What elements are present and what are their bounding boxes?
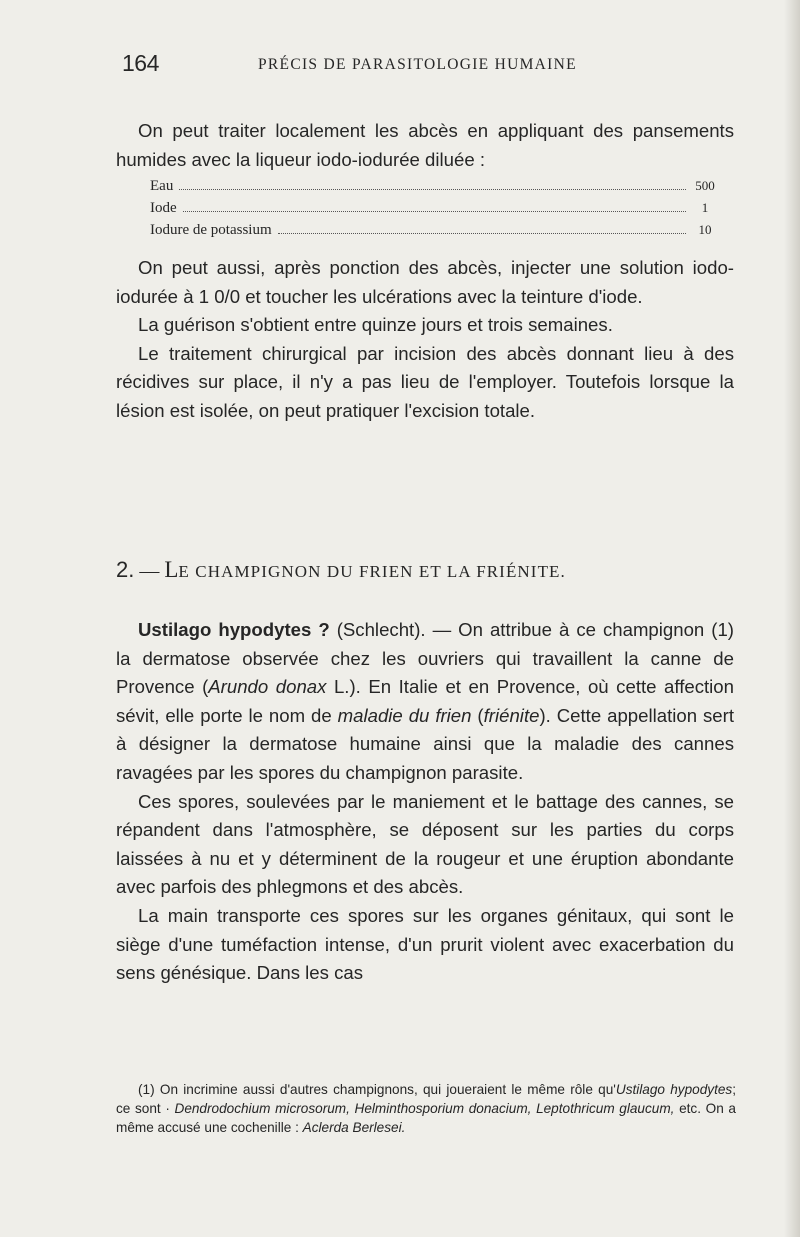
section-heading <box>116 557 756 583</box>
paragraph: La guérison s'obtient entre quinze jours et trois semaines. <box>138 314 613 336</box>
recipe-row <box>150 197 716 219</box>
recipe-quantity: 500 <box>695 178 715 193</box>
paragraph: Ces spores, soulevées par le maniement et le battage des cannes, se répandent dans l'atmosphère, se déposent sur les parties du corps laissées à nu et y déterminent de la rougeur et une éruption abondante avec parfois des phlegmons et des abcès. <box>116 790 734 898</box>
recipe-row <box>150 219 716 241</box>
page-edge-shadow <box>784 0 800 1237</box>
recipe-quantity: 10 <box>698 222 712 237</box>
leader-dots <box>179 188 686 190</box>
recipe-ingredient: Iode <box>150 200 177 216</box>
paragraph: Ustilago hypodytes ? (Schlecht). — On attribue à ce champignon (1) la dermatose observée chez les ouvriers qui travaillent la canne de Provence (Arundo donax L.). En Italie et en Provence, où cette affection sévit, elle porte le nom de maladie du frien (friénite). Cette appellation sert à désigner la dermatose humaine ainsi que la maladie des cannes ravagées par les spores du champignon parasite. <box>116 619 734 783</box>
leader-dots <box>183 210 686 212</box>
section-title: LE CHAMPIGNON DU FRIEN ET LA FRIÉNITE. <box>164 557 566 582</box>
frien-body <box>116 616 734 988</box>
term: maladie du frien <box>337 704 472 726</box>
paragraph: On peut aussi, après ponction des abcès, injecter une solution iodo-iodurée à 1 0/0 et toucher les ulcérations avec la teinture d'iode. <box>116 257 734 307</box>
recipe-table <box>150 175 716 241</box>
species-name: Ustilago hypodytes ? <box>138 619 330 640</box>
treatment-paragraphs <box>116 254 734 426</box>
recipe-ingredient: Eau <box>150 178 174 194</box>
recipe-ingredient: Iodure de potassium <box>150 222 272 238</box>
latin-name: Arundo donax <box>208 676 327 698</box>
recipe-quantity: 1 <box>701 200 709 215</box>
paragraph: La main transporte ces spores sur les organes génitaux, qui sont le siège d'une tuméfaction intense, d'un prurit violent avec exacerbation du sens génésique. Dans les cas <box>116 904 734 984</box>
section-dash: — <box>139 560 160 582</box>
page-number: 164 <box>122 50 159 76</box>
paragraph: Le traitement chirurgical par incision des abcès donnant lieu à des récidives sur place, il n'y a pas lieu de l'employer. Toutefois lorsque la lésion est isolée, on peut pratiquer l'excision totale. <box>116 342 734 421</box>
page-header <box>0 50 800 80</box>
section-number: 2. <box>116 557 135 582</box>
recipe-row <box>150 175 716 197</box>
term: friénite <box>483 704 540 726</box>
footnote: (1) On incrimine aussi d'autres champignons, qui joueraient le même rôle qu'Ustilago hypodytes; ce sont · Dendrodochium microsorum, Helminthosporium donacium, Leptothricum glaucum, etc. On a même accusé une cochenille : Aclerda Berlesei. <box>116 1082 736 1135</box>
intro-paragraph: On peut traiter localement les abcès en appliquant des pansements humides avec la liqueur iodo-iodurée diluée : <box>116 120 734 170</box>
leader-dots <box>278 232 686 234</box>
running-title: PRÉCIS DE PARASITOLOGIE HUMAINE <box>258 56 577 73</box>
